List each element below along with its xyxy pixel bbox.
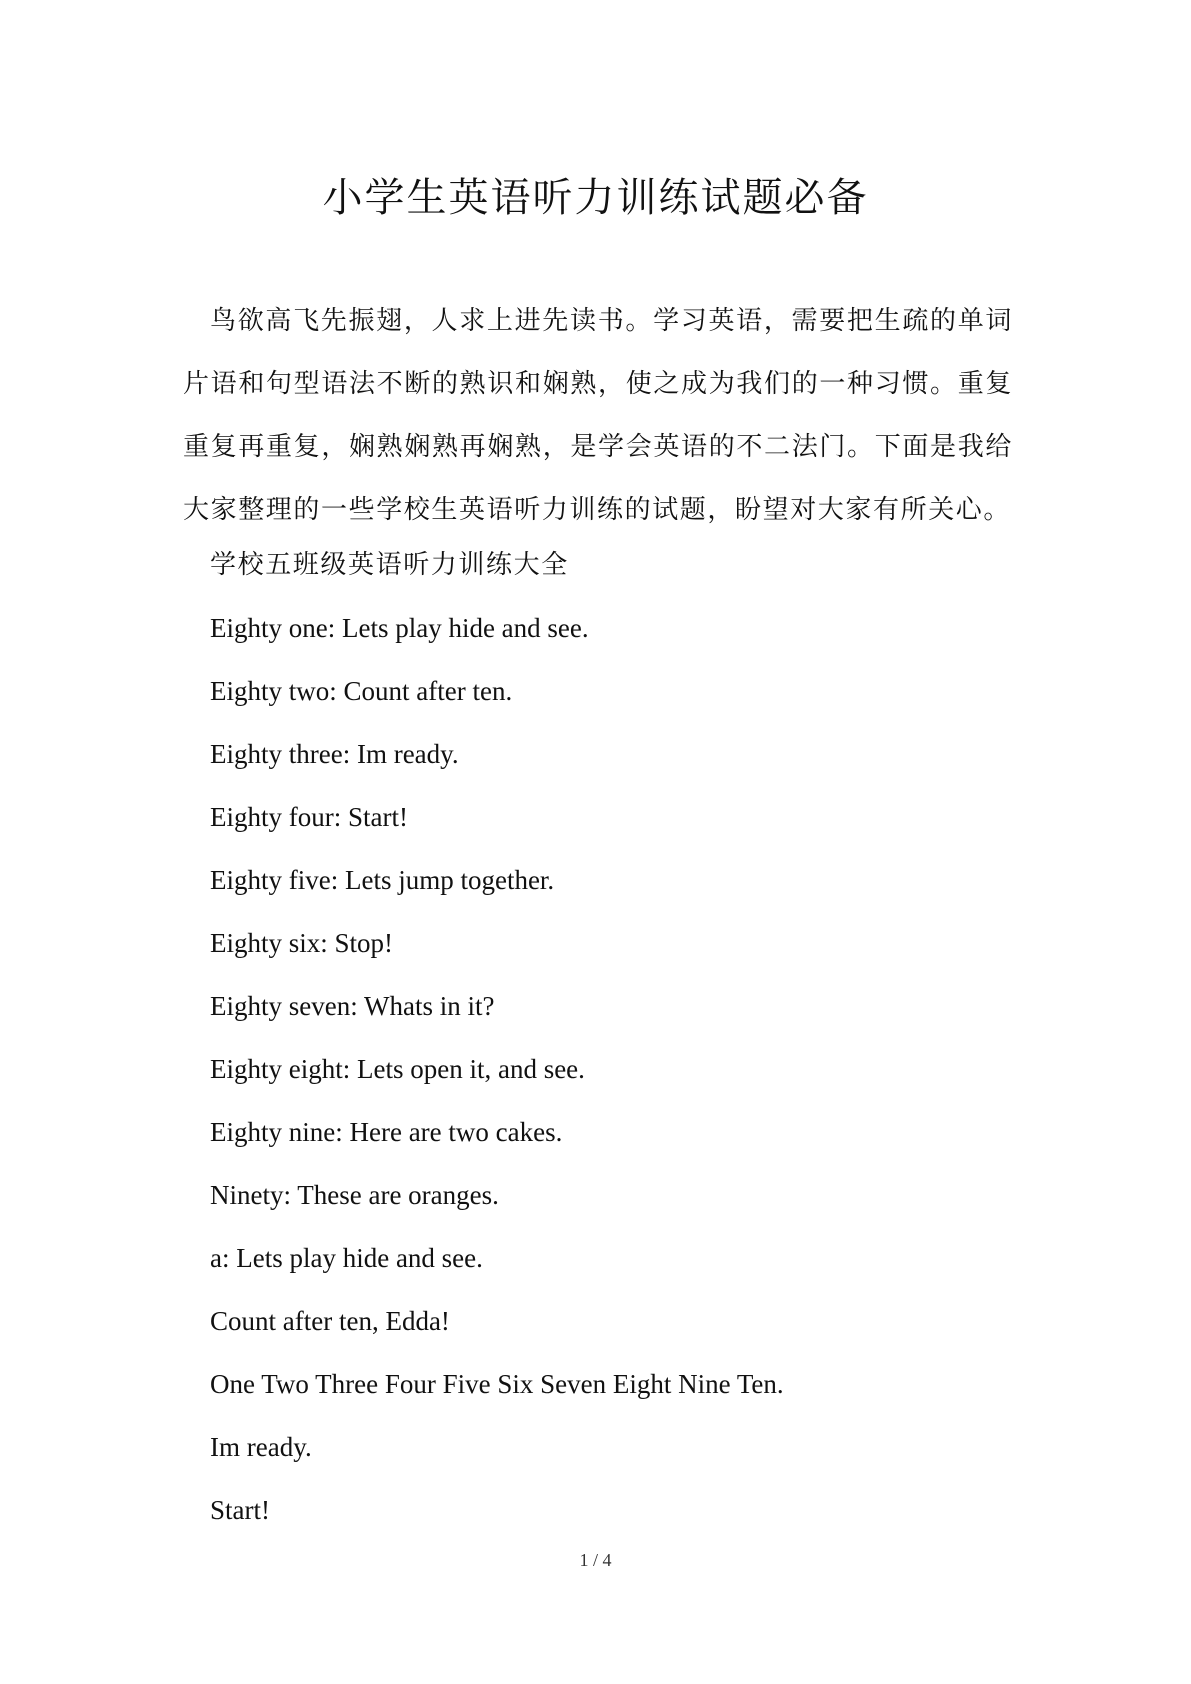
- dialogue-line: Eighty four: Start!: [210, 802, 408, 832]
- dialogue-line: Eighty nine: Here are two cakes.: [210, 1117, 563, 1147]
- dialogue-line: Eighty one: Lets play hide and see.: [210, 613, 589, 643]
- dialogue-line: Eighty six: Stop!: [210, 928, 394, 958]
- dialogue-line: Ninety: These are oranges.: [210, 1180, 499, 1210]
- dialogue-line: One Two Three Four Five Six Seven Eight Nine Ten.: [210, 1369, 784, 1399]
- dialogue-line: a: Lets play hide and see.: [210, 1243, 483, 1273]
- dialogue-line: Eighty seven: Whats in it?: [210, 991, 495, 1021]
- dialogue-line: Eighty two: Count after ten.: [210, 676, 513, 706]
- dialogue-line: Eighty eight: Lets open it, and see.: [210, 1054, 585, 1084]
- dialogue-line: Start!: [210, 1495, 270, 1525]
- page-number: 1 / 4: [579, 1550, 612, 1570]
- dialogue-line: Eighty five: Lets jump together.: [210, 865, 555, 895]
- dialogue-line: Count after ten, Edda!: [210, 1306, 450, 1336]
- dialogue-line: Im ready.: [210, 1432, 312, 1462]
- intro-paragraph: 鸟欲高飞先振翅，人求上进先读书。学习英语，需要把生疏的单词片语和句型语法不断的熟识和娴熟，使之成为我们的一种习惯。重复重复再重复，娴熟娴熟再娴熟，是学会英语的不二法门。下面是我给大家整理的一些学校生英语听力训练的试题，盼望对大家有所关心。: [183, 306, 1013, 525]
- document-title: 小学生英语听力训练试题必备: [322, 175, 869, 221]
- section-heading: 学校五班级英语听力训练大全: [210, 550, 569, 580]
- dialogue-lines: [210, 603, 784, 1548]
- dialogue-line: Eighty three: Im ready.: [210, 739, 459, 769]
